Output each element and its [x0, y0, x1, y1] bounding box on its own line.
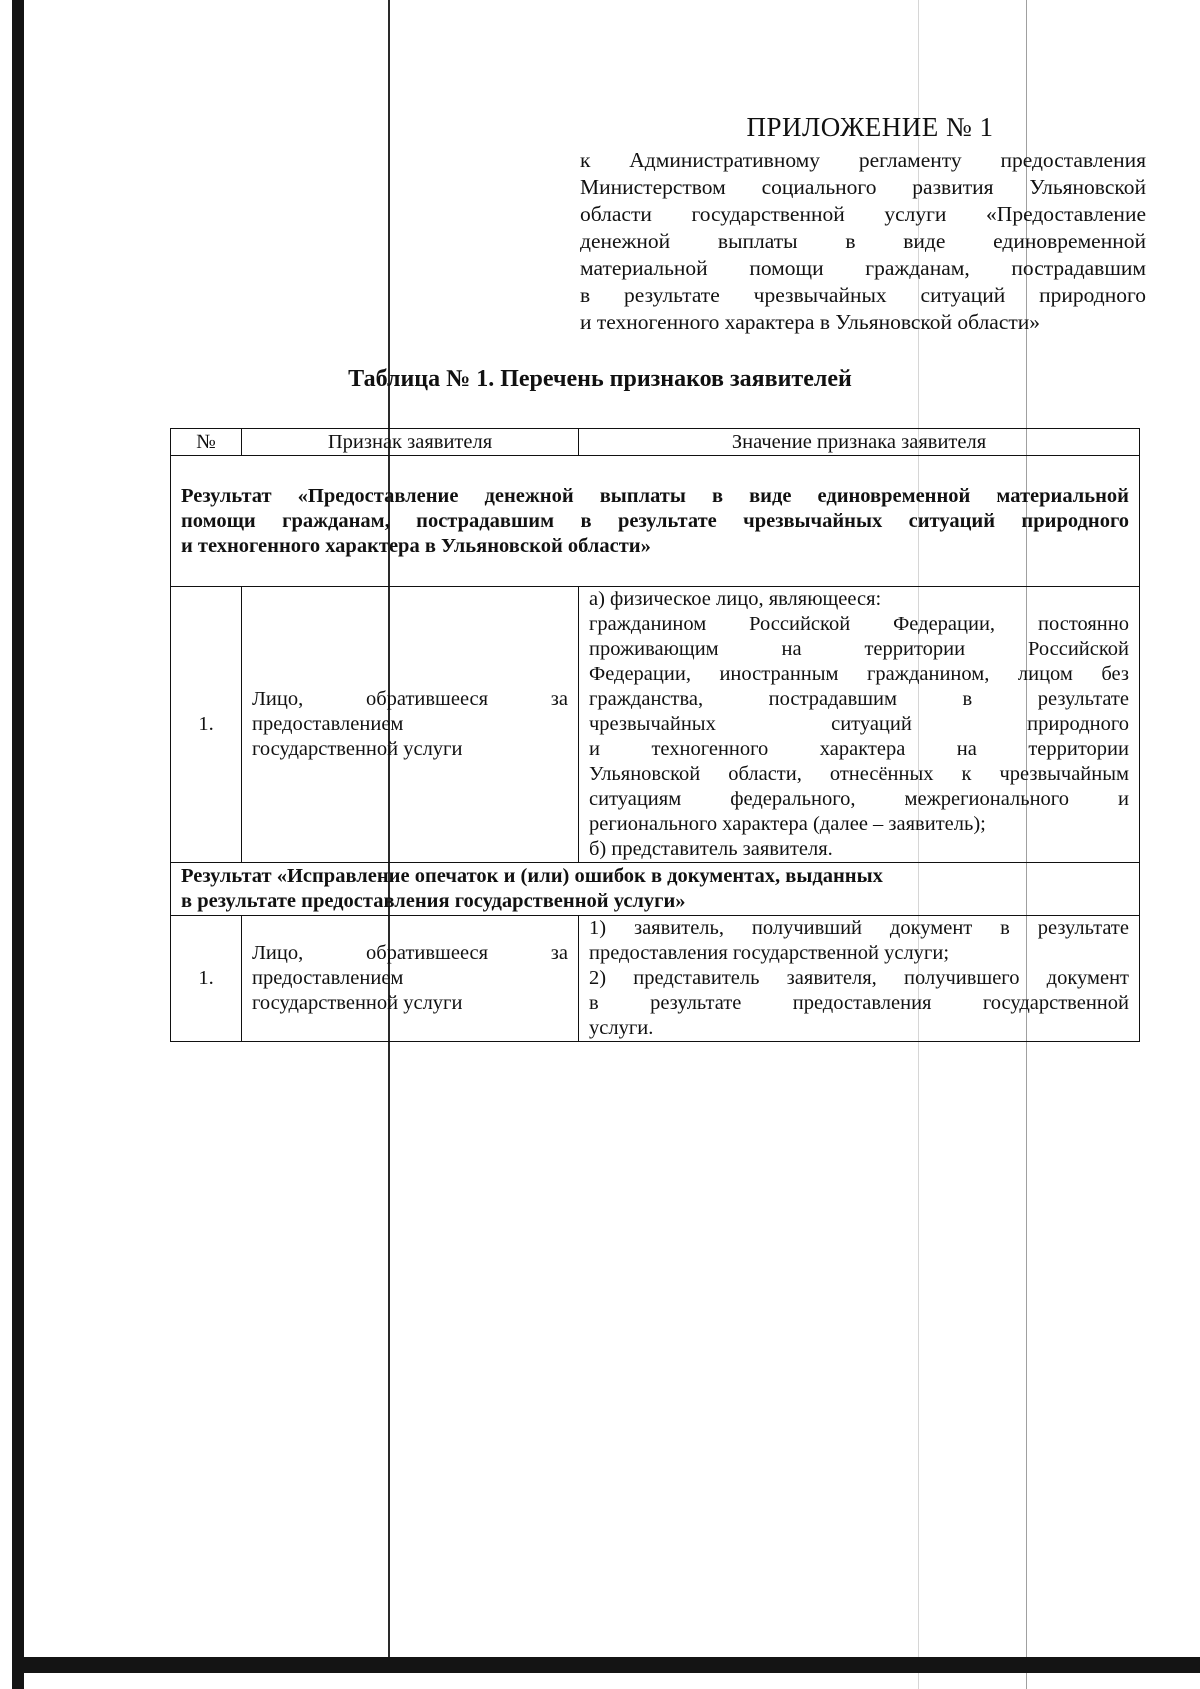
appendix-subtitle-line: Министерством социального развития Ульяновской — [580, 175, 1146, 199]
scan-edge-left — [12, 0, 24, 1689]
section-row — [171, 456, 1140, 587]
row-value-line: 2) представитель заявителя, получившего документ — [589, 967, 1129, 989]
table-header-row — [171, 429, 1140, 456]
column-header-number: № — [171, 429, 242, 456]
row-value — [579, 916, 1140, 1042]
row-value-line: услуги. — [589, 1017, 654, 1039]
appendix-subtitle-line: и техногенного характера в Ульяновской области» — [580, 310, 1041, 334]
row-value-line: а) физическое лицо, являющееся: — [589, 588, 882, 610]
row-value-line: проживающим на территории Российской — [589, 638, 1129, 660]
section-result-title — [171, 456, 1140, 587]
appendix-subtitle-line: денежной выплаты в виде единовременной — [580, 229, 1146, 253]
row-value-line: и техногенного характера на территории — [589, 738, 1129, 760]
row-sign — [242, 587, 579, 863]
appendix-subtitle-line: материальной помощи гражданам, пострадавшим — [580, 256, 1146, 280]
appendix-subtitle — [580, 147, 1146, 336]
appendix-title: ПРИЛОЖЕНИЕ № 1 — [746, 112, 994, 142]
appendix-subtitle-line: в результате чрезвычайных ситуаций природного — [580, 283, 1146, 307]
row-sign-line: государственной услуги — [252, 992, 463, 1014]
section-result-line: Результат «Предоставление денежной выплаты в виде единовременной материальной — [181, 484, 1129, 507]
row-sign-line: Лицо, обратившееся за — [252, 942, 568, 964]
row-value-line: в результате предоставления государственной — [589, 992, 1129, 1014]
row-sign — [242, 916, 579, 1042]
scan-edge-bottom — [22, 1657, 1200, 1673]
column-header-sign: Признак заявителя — [242, 429, 579, 456]
row-value-line: б) представитель заявителя. — [589, 838, 833, 860]
section-result-line: и техногенного характера в Ульяновской области» — [181, 534, 651, 557]
appendix-subtitle-line: к Административному регламенту предоставления — [580, 148, 1146, 172]
row-number: 1. — [171, 587, 242, 863]
row-sign-line: предоставлением — [252, 713, 404, 735]
row-value-line: 1) заявитель, получивший документ в результате — [589, 917, 1129, 939]
table-row — [171, 916, 1140, 1042]
row-value-line: чрезвычайных ситуаций природного — [589, 713, 1129, 735]
row-sign-line: Лицо, обратившееся за — [252, 688, 568, 710]
row-value-line: Федерации, иностранным гражданином, лицом без — [589, 663, 1129, 685]
row-value-line: регионального характера (далее – заявитель); — [589, 813, 986, 835]
row-value-line: гражданства, пострадавшим в результате — [589, 688, 1129, 710]
table-title: Таблица № 1. Перечень признаков заявителей — [348, 366, 852, 392]
row-sign-line: государственной услуги — [252, 738, 463, 760]
row-value-line: предоставления государственной услуги; — [589, 942, 950, 964]
row-sign-line: предоставлением — [252, 967, 404, 989]
column-header-value: Значение признака заявителя — [579, 429, 1140, 456]
appendix-subtitle-line: области государственной услуги «Предоставление — [580, 202, 1146, 226]
applicant-signs-table — [170, 428, 1140, 1042]
section-result-line: Результат «Исправление опечаток и (или) ошибок в документах, выданных — [181, 865, 883, 887]
section-row — [171, 863, 1140, 916]
table-row — [171, 587, 1140, 863]
section-result-line: помощи гражданам, пострадавшим в результате чрезвычайных ситуаций природного — [181, 509, 1129, 532]
section-result-title — [171, 863, 1140, 916]
row-value-line: ситуациям федерального, межрегионального и — [589, 788, 1129, 810]
section-result-line: в результате предоставления государственной услуги» — [181, 890, 686, 912]
row-value — [579, 587, 1140, 863]
row-value-line: гражданином Российской Федерации, постоянно — [589, 613, 1129, 635]
row-value-line: Ульяновской области, отнесённых к чрезвычайным — [589, 763, 1129, 785]
row-number: 1. — [171, 916, 242, 1042]
